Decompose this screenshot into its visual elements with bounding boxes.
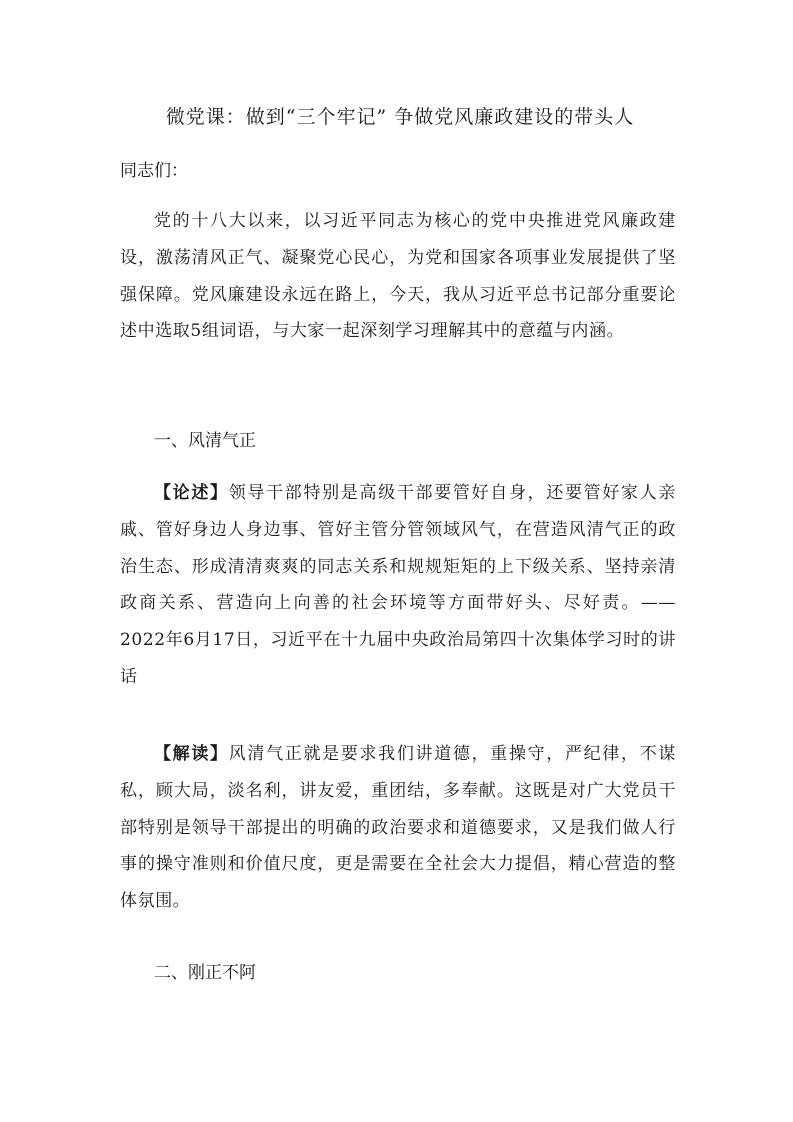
lunshu-text: 领导干部特别是高级干部要管好自身，还要管好家人亲戚、管好身边人身边事、管好主管分管领域风气，在营造风清气正的政治生态、形成清清爽爽的同志关系和规规矩矩的上下级关系、坚持亲清政商关系、营造向上向善的社会环境等方面带好头、尽好责。——2022年6月17日，习近平在十九届中央政治局第四十次集体学习时的讲话 bbox=[120, 483, 676, 687]
intro-paragraph: 党的十八大以来，以习近平同志为核心的党中央推进党风廉政建设，激荡清风正气、凝聚党心民心，为党和国家各项事业发展提供了坚强保障。党风廉建设永远在路上，今天，我从习近平总书记部分重要论述中选取5组词语，与大家一起深刻学习理解其中的意蕴与内涵。 bbox=[120, 211, 676, 342]
jiedu-text: 风清气正就是要求我们讲道德，重操守，严纪律，不谋私，顾大局，淡名利，讲友爱，重团结，多奉献。这既是对广大党员干部特别是领导干部提出的明确的政治要求和道德要求，又是我们做人行事的操守准则和价值尺度，更是需要在全社会大力提倡，精心营造的整体氛围。 bbox=[120, 744, 676, 912]
document-title: 微党课：做到“三个牢记” 争做党风廉政建设的带头人 bbox=[165, 106, 635, 128]
section-heading-1: 一、风清气正 bbox=[154, 431, 256, 451]
jiedu-paragraph bbox=[120, 736, 676, 920]
lunshu-label: 【论述】 bbox=[154, 483, 229, 503]
lunshu-paragraph bbox=[120, 475, 676, 696]
greeting: 同志们： bbox=[120, 161, 188, 181]
section-heading-2: 二、刚正不阿 bbox=[154, 963, 256, 983]
jiedu-label: 【解读】 bbox=[154, 744, 229, 764]
